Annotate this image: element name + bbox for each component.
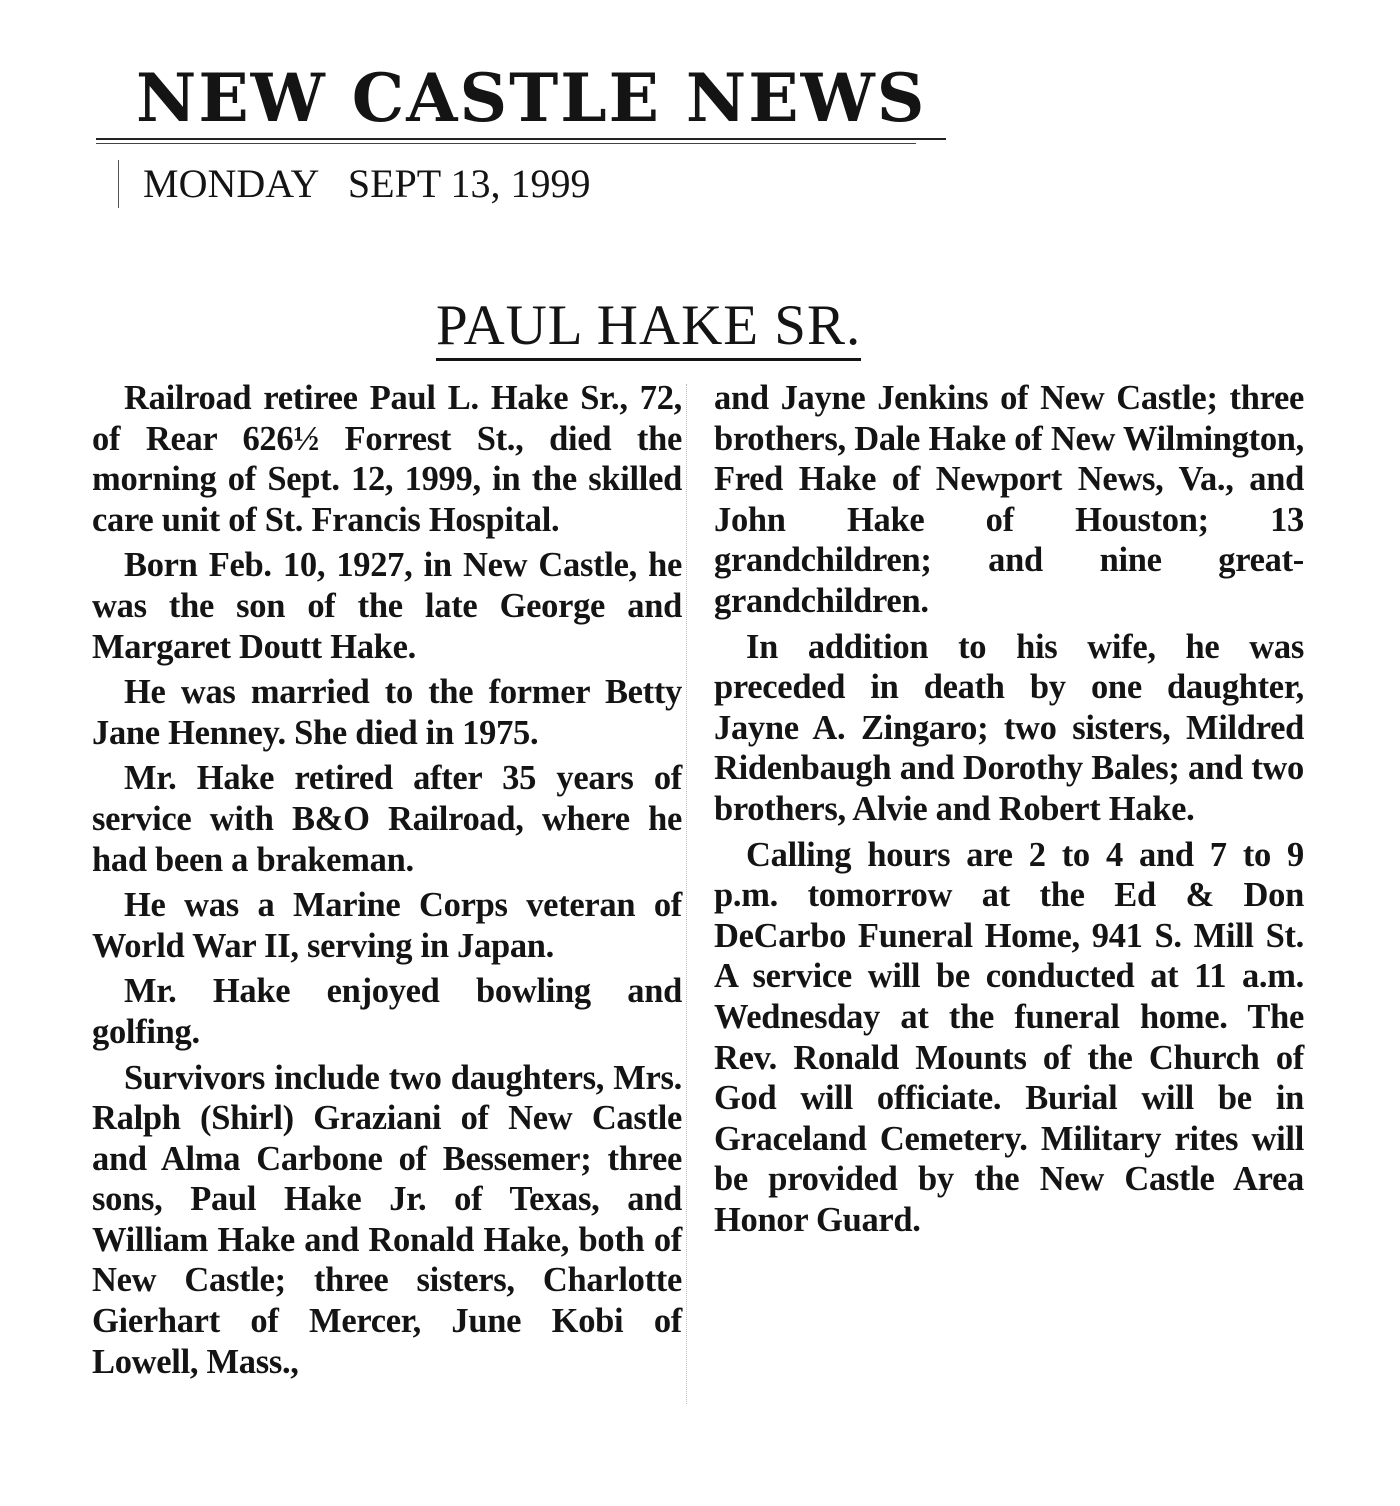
- paragraph-survivors-continued: and Jayne Jenkins of New Castle; three brothers, Dale Hake of New Wilmington, Fred Hake of Newport News, Va., and John Hake of Houston; 13 grandchildren; and nine great-grandchildren.: [714, 379, 1304, 620]
- issue-date: MONDAY SEPT 13, 1999: [118, 160, 590, 208]
- paragraph-survivors: Survivors include two daughters, Mrs. Ralph (Shirl) Graziani of New Castle and Alma Carbone of Bessemer; three sons, Paul Hake Jr. of Texas, and William Hake and Ronald Hake, both of New Castle; three sisters, Charlotte Gierhart of Mercer, June Kobi of Lowell, Mass.,: [92, 1058, 682, 1381]
- paragraph-preceded: In addition to his wife, he was preceded in death by one daughter, Jayne A. Zingaro; two sisters, Mildred Ridenbaugh and Dorothy Bales; and two brothers, Alvie and Robert Hake.: [714, 627, 1304, 828]
- paragraph-intro: Railroad retiree Paul L. Hake Sr., 72, of Rear 626½ Forrest St., died the morning of Sept. 12, 1999, in the skilled care unit of St. Francis Hospital.: [92, 379, 682, 539]
- paragraph-career: Mr. Hake retired after 35 years of service with B&O Railroad, where he had been a brakeman.: [92, 759, 682, 879]
- article-column-right: [714, 378, 1304, 1245]
- masthead-rule-secondary: [96, 143, 916, 144]
- paragraph-birth: Born Feb. 10, 1927, in New Castle, he was the son of the late George and Margaret Doutt Hake.: [92, 546, 682, 666]
- article-headline: PAUL HAKE SR.: [436, 294, 861, 361]
- paragraph-marriage: He was married to the former Betty Jane Henney. She died in 1975.: [92, 673, 682, 752]
- masthead-rule: [96, 138, 946, 140]
- paragraph-hobbies: Mr. Hake enjoyed bowling and golfing.: [92, 972, 682, 1051]
- paragraph-services: Calling hours are 2 to 4 and 7 to 9 p.m. tomorrow at the Ed & Don DeCarbo Funeral Home, 941 S. Mill St. A service will be conducted at 11 a.m. Wednesday at the funeral home. The Rev. Ronald Mounts of the Church of God will officiate. Burial will be in Graceland Cemetery. Military rites will be provided by the New Castle Area Honor Guard.: [714, 835, 1304, 1239]
- article-column-left: [92, 378, 682, 1387]
- column-divider: [686, 384, 687, 1404]
- paragraph-military: He was a Marine Corps veteran of World War II, serving in Japan.: [92, 886, 682, 965]
- newspaper-name: NEW CASTLE NEWS: [136, 59, 927, 137]
- masthead: [96, 60, 946, 144]
